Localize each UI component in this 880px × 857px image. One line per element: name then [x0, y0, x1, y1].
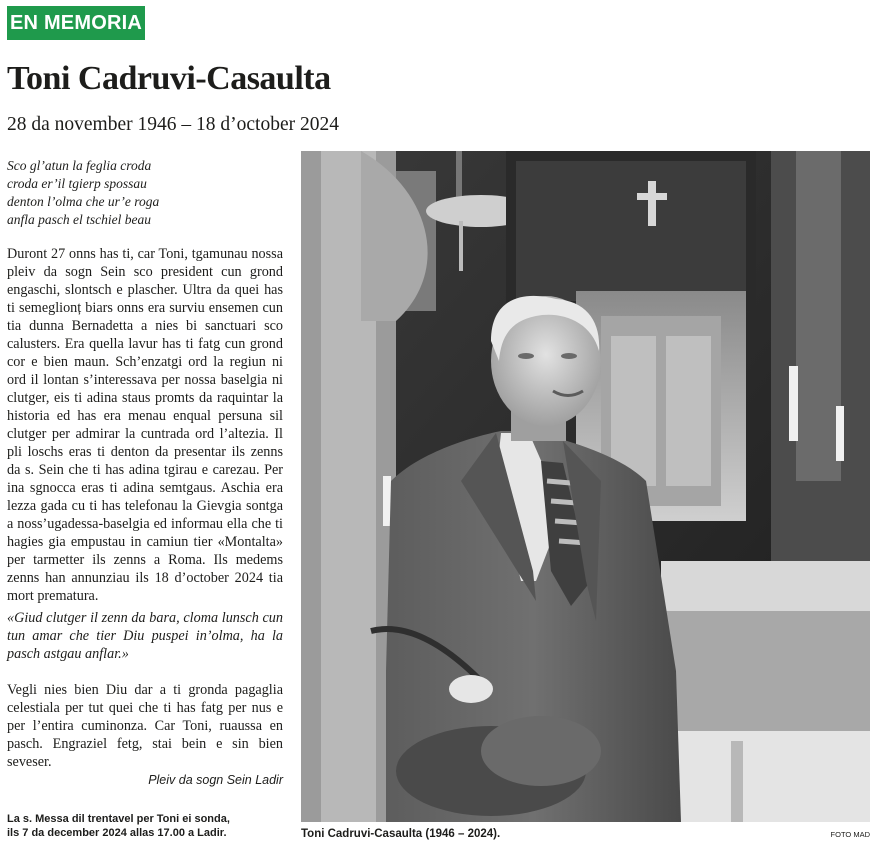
mass-note	[7, 812, 292, 840]
signature: Pleiv da sogn Sein Ladir	[148, 773, 283, 787]
poem-line: anfla pasch el tschiel beau	[7, 212, 151, 227]
portrait-photo-illustration	[301, 151, 870, 822]
closing-text: Vegli nies bien Diu dar a ti gronda pagaglia celestiala per tut quei che ti has fatg per nus e per l’entira cuminonza. Car Toni, ruaussa en pasch. Engraziel fetg, stai bein e sin bien seveser.	[7, 682, 283, 770]
poem-line: Sco gl’atun la feglia croda	[7, 158, 152, 173]
mass-note-line: La s. Messa dil trentavel per Toni ei sonda,	[7, 813, 230, 825]
photo-credit: FOTO MAD	[830, 830, 870, 839]
body-text: Duront 27 onns has ti, car Toni, tgamunau nossa pleiv da sogn Sein sco president cun grond engaschi, slontsch e plascher. Ultra da quei has ti semeglionț biars onns era surviu ensemen cun tia dunna Bernadetta a nies bi sanctuari sco calusters. Era quella lavur has ti fatg cun grond cor e bien maun. Sch’enzatgi ord la regiun ni ord il lontan s’interessava per nossa baselgia ni clutger, eis ti adina staus promts da raquintar la historia ed has era menau enqual persuna sil clutger per admirar la cuntrada ord l’altezia. Il pli loschs eras ti denton da presentar ils zenns da s. Sein che ti has adina tgirau e carezau. Per ina sgnocca eras ti adina semtgaus. Aschia era lezza gada cu ti has telefonau la Gievgia sontga a noss’ugadessa-baselgia ed informau ella che ti hagies gia empustau in camiun tier «Montalta» per tarmetter ils zenns a Roma. Ils medems zenns han annunziau ils 18 d’october 2024 tia mort prematura.	[7, 246, 283, 604]
portrait-photo	[301, 151, 870, 822]
poem	[7, 157, 277, 229]
poem-line: denton l’olma che ur’e roga	[7, 194, 160, 209]
mass-note-line: ils 7 da december 2024 allas 17.00 a Ladir.	[7, 827, 227, 839]
section-kicker: EN MEMORIA	[7, 6, 145, 40]
page-title: Toni Cadruvi-Casaulta	[7, 60, 331, 97]
poem-line: croda er’il tgierp spossau	[7, 176, 147, 191]
life-dates: 28 da november 1946 – 18 d’october 2024	[7, 114, 339, 135]
photo-caption: Toni Cadruvi-Casaulta (1946 – 2024).	[301, 828, 501, 840]
quote: «Giud clutger il zenn da bara, cloma lunsch cun tun amar che tier Diu puspei in’olma, ha la pasch astgau anflar.»	[7, 610, 283, 662]
